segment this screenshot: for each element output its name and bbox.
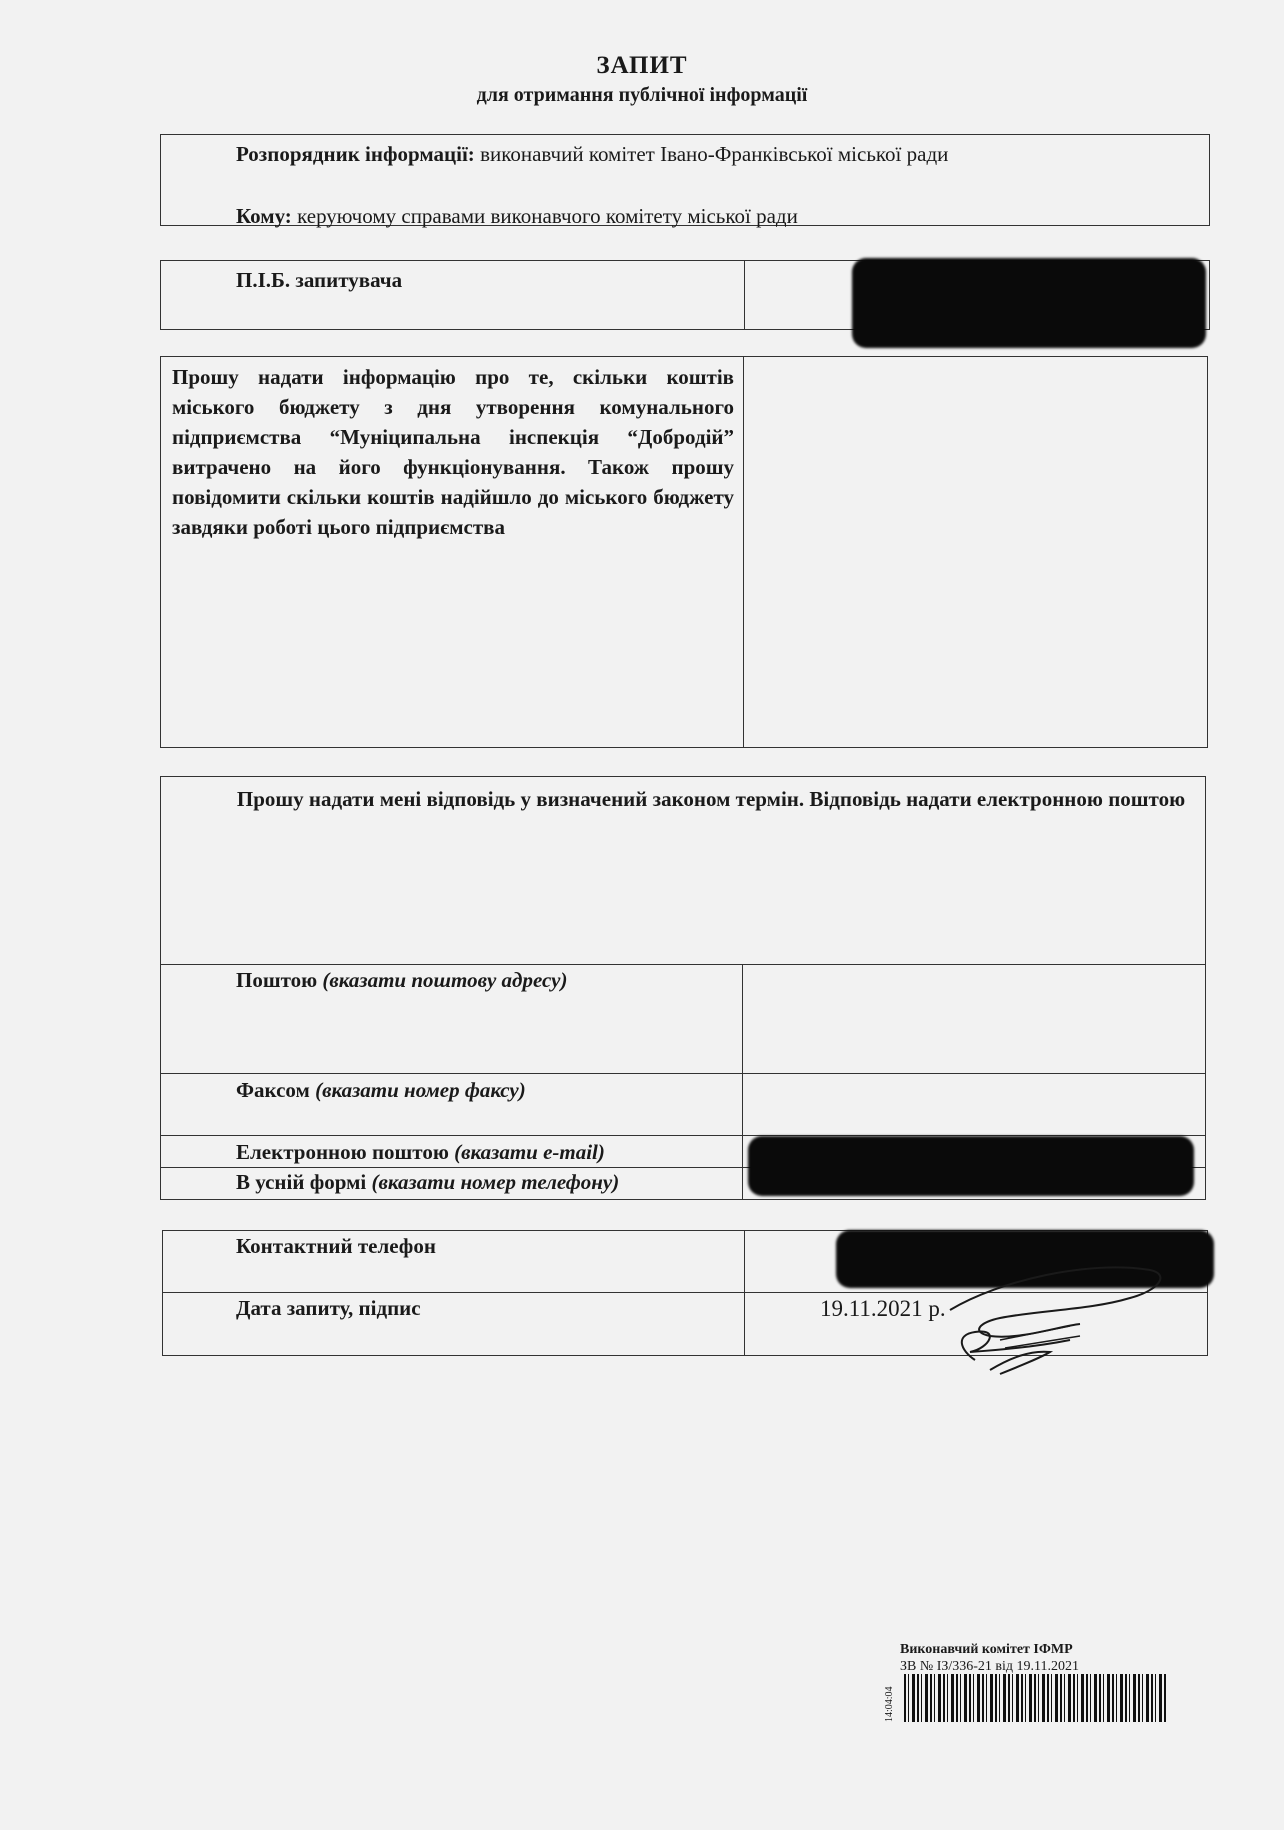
request-text: Прошу надати інформацію про те, скільки коштів міського бюджету з дня утворення комунального підприємства “Муніципальна інспекція “Добродій” витрачено на його функціонування. Також прошу повідомити скільки коштів надійшло до міського бюджету завдяки роботі цього підприємства — [172, 365, 734, 539]
stamp-org: Виконавчий комітет ІФМР — [900, 1642, 1073, 1657]
requester-divider — [744, 260, 745, 330]
oral-label: В усній формі — [236, 1170, 367, 1194]
response-row-line-2 — [160, 1073, 1206, 1074]
document-title: ЗАПИТ — [596, 52, 688, 79]
response-text: Прошу надати мені відповідь у визначений законом термін. Відповідь надати електронною поштою — [236, 787, 1186, 811]
email-label: Електронною поштою — [236, 1140, 449, 1164]
requester-label: П.І.Б. запитувача — [236, 268, 403, 292]
date-value: 19.11.2021 р. — [820, 1296, 946, 1321]
oral-line — [236, 1170, 619, 1195]
barcode — [904, 1674, 1168, 1722]
requester-name-redaction — [852, 258, 1206, 348]
post-line — [236, 968, 568, 993]
contact-divider — [744, 1230, 745, 1356]
date-label: Дата запиту, підпис — [236, 1296, 421, 1320]
oral-hint: (вказати номер телефону) — [371, 1170, 620, 1194]
manager-value: виконавчий комітет Івано-Франківської міської ради — [480, 142, 949, 166]
request-divider — [743, 356, 744, 748]
manager-label: Розпорядник інформації: — [236, 142, 475, 166]
email-redaction — [748, 1136, 1194, 1196]
document-subtitle: для отримання публічної інформації — [476, 84, 808, 106]
phone-label: Контактний телефон — [236, 1234, 436, 1258]
response-divider — [742, 964, 743, 1200]
post-label: Поштою — [236, 968, 318, 992]
fax-label: Факсом — [236, 1078, 310, 1102]
to-label: Кому: — [236, 204, 292, 228]
to-value: керуючому справами виконавчого комітету міської ради — [297, 204, 798, 228]
email-line — [236, 1140, 605, 1165]
to-line — [236, 204, 798, 229]
email-hint: (вказати e-mail) — [454, 1140, 605, 1164]
signature-icon — [920, 1240, 1220, 1380]
stamp-reg: ЗВ № ІЗ/336-21 від 19.11.2021 — [900, 1659, 1080, 1674]
fax-hint: (вказати номер факсу) — [315, 1078, 526, 1102]
fax-line — [236, 1078, 526, 1103]
manager-line — [236, 142, 948, 167]
post-hint: (вказати поштову адресу) — [322, 968, 568, 992]
stamp-time: 14:04:04 — [884, 1686, 895, 1722]
response-row-line-1 — [160, 964, 1206, 965]
